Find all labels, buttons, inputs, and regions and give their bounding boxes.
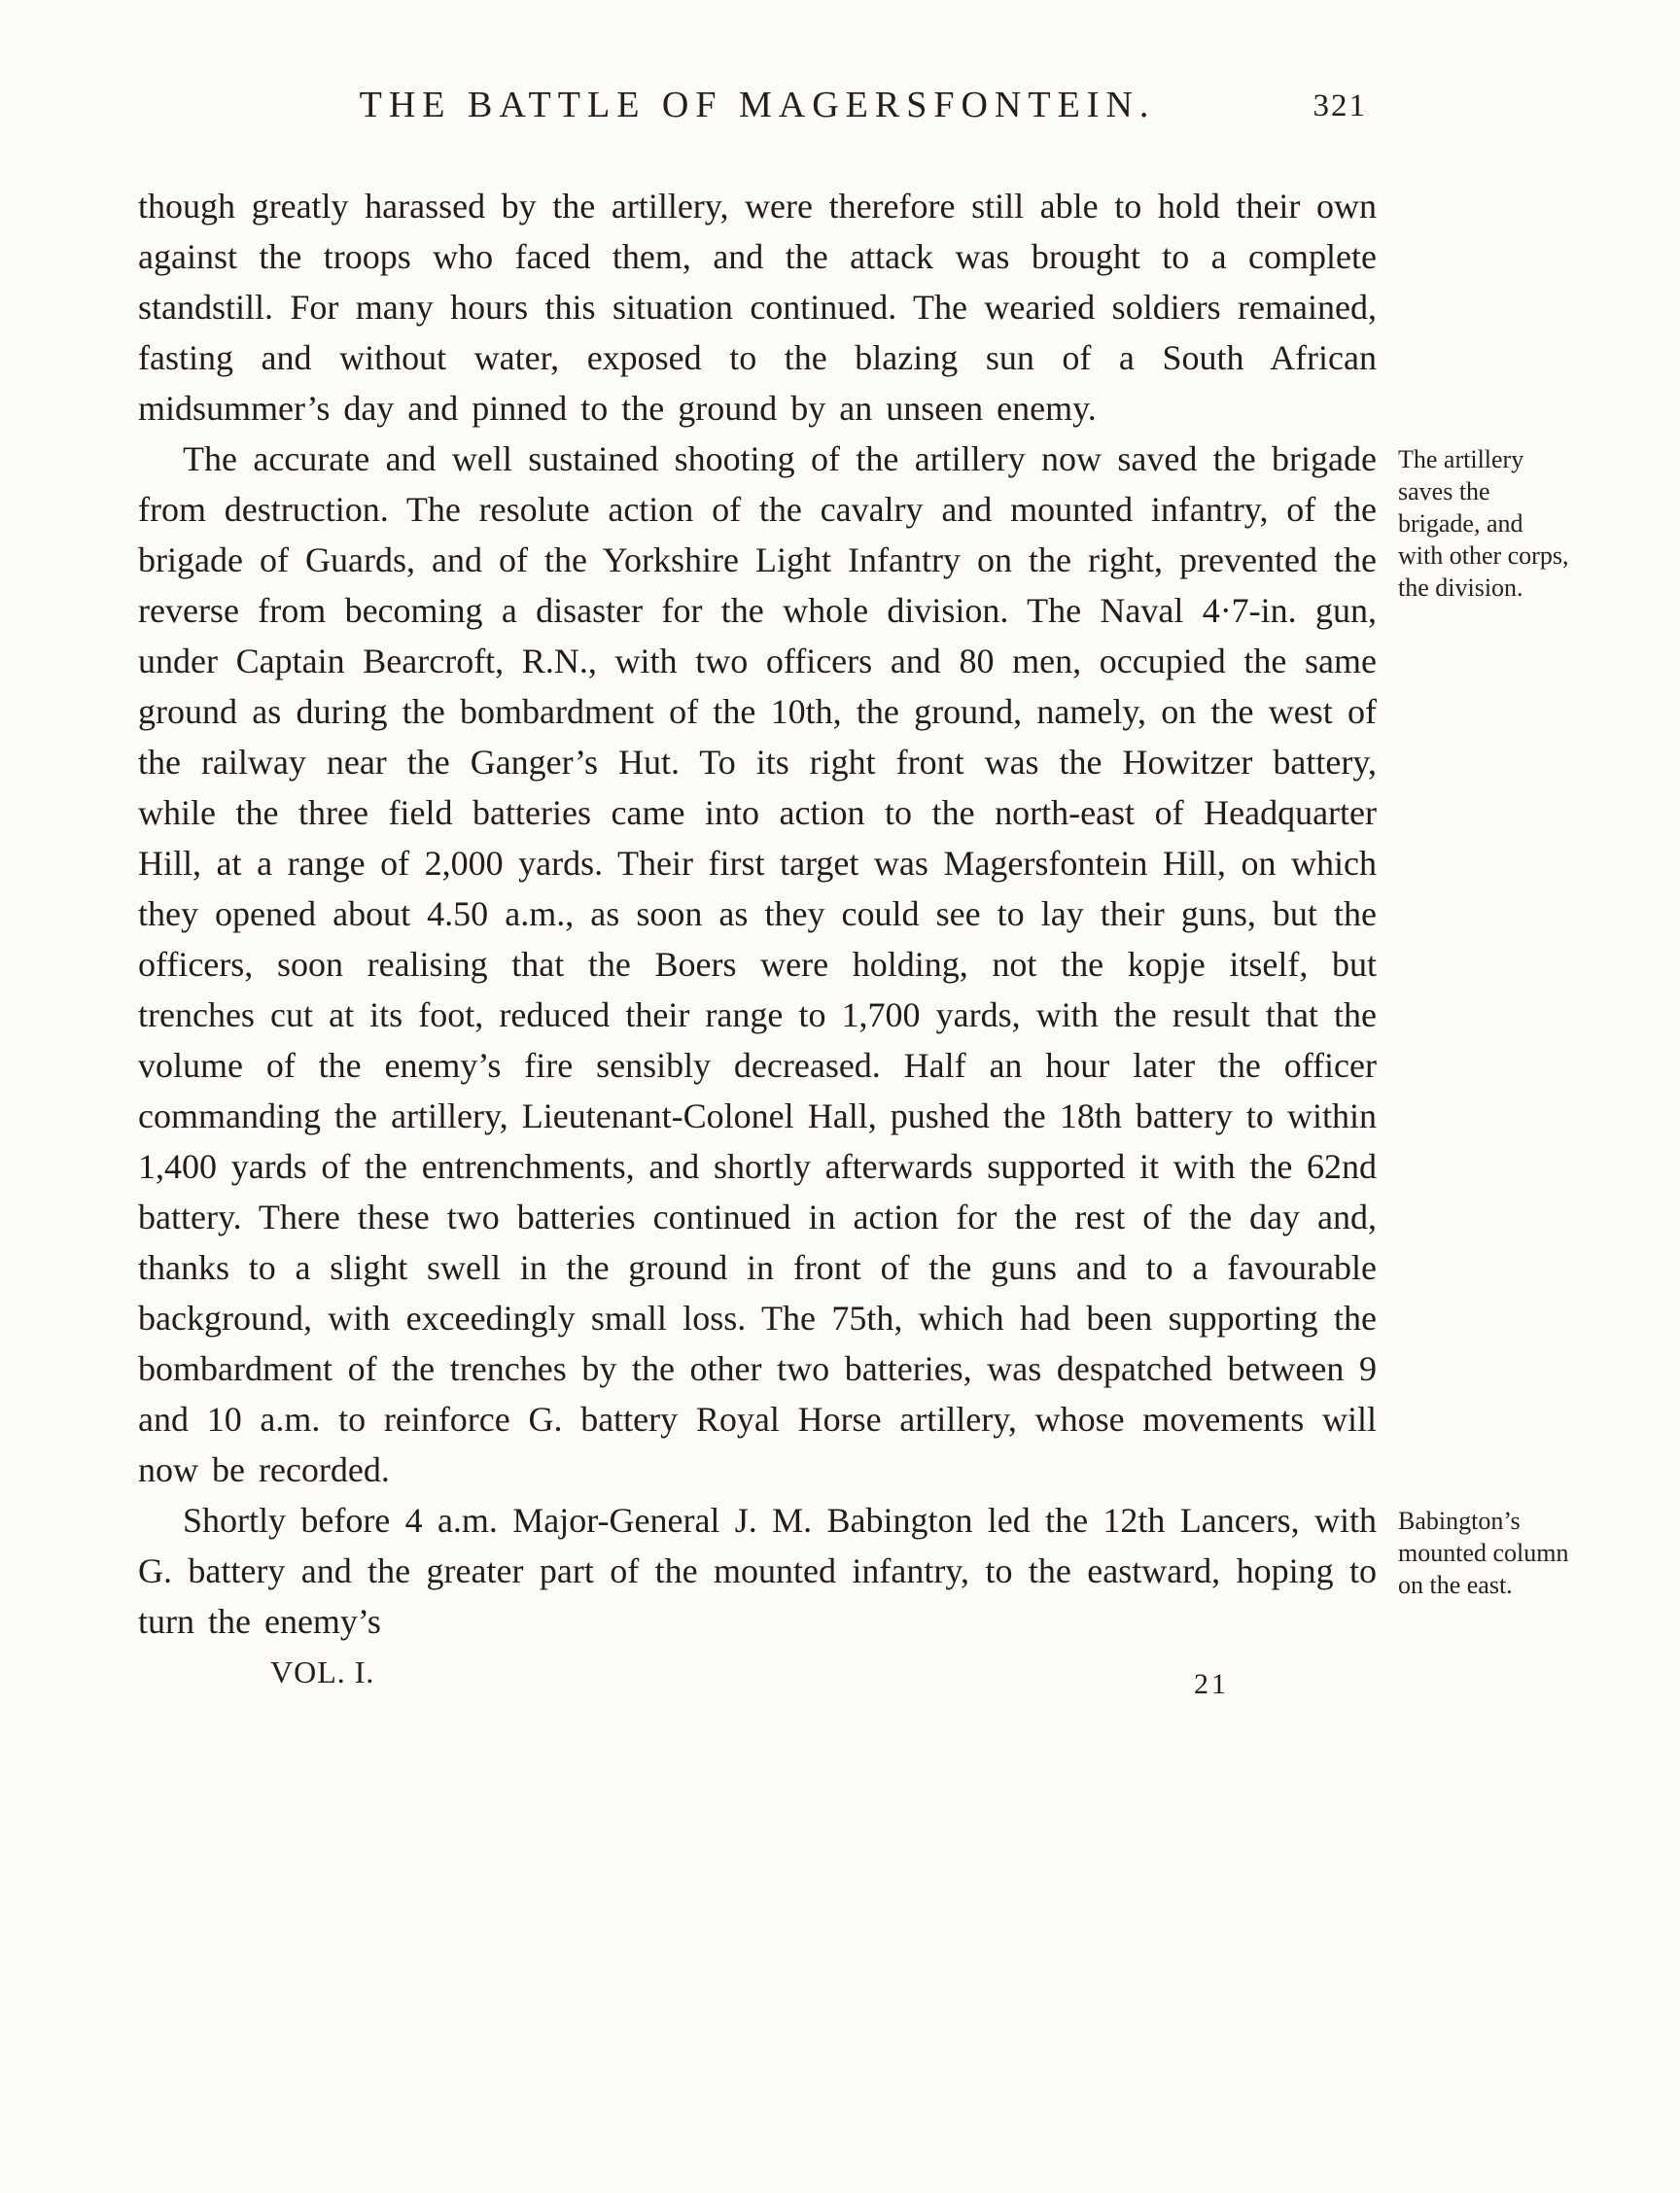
- signature-mark: 21: [1194, 1668, 1229, 1700]
- page-body: [138, 181, 1573, 1647]
- running-title: THE BATTLE OF MAGERSFONTEIN.: [359, 85, 1156, 125]
- volume-label: VOL. I.: [270, 1654, 375, 1689]
- paragraph-artillery: The accurate and well sustained shooting of the artillery now saved the brigade from destruction. The resolute action of the cavalry and mounted infantry, of the brigade of Guards, and of the Yorkshire Light Infantry on the right, prevented the reverse from becoming a disaster for the whole division. The Naval 4·7-in. gun, under Captain Bearcroft, R.N., with two officers and 80 men, occupied the same ground as during the bombardment of the 10th, the ground, namely, on the west of the railway near the Ganger’s Hut. To its right front was the Howitzer battery, while the three field batteries came into action to the north-east of Headquarter Hill, at a range of 2,000 yards. Their first target was Magersfontein Hill, on which they opened about 4.50 a.m., as soon as they could see to lay their guns, but the officers, soon realising that the Boers were holding, not the kopje itself, but trenches cut at its foot, reduced their range to 1,700 yards, with the result that the volume of the enemy’s fire sensibly decreased. Half an hour later the officer commanding the artillery, Lieutenant-Colonel Hall, pushed the 18th battery to within 1,400 yards of the entrenchments, and shortly afterwards supported it with the 62nd battery. There these two batteries continued in action for the rest of the day and, thanks to a slight swell in the ground in front of the guns and to a favourable background, with exceedingly small loss. The 75th, which had been supporting the bombardment of the trenches by the other two batteries, was despatched between 9 and 10 a.m. to reinforce G. battery Royal Horse artillery, whose movements will now be recorded.: [138, 439, 1377, 1489]
- paragraph-block: [138, 434, 1573, 1495]
- paragraph-continuation: though greatly harassed by the artillery, were therefore still able to hold their own against the troops who faced them, and the attack was brought to a complete standstill. For many hours this situation continued. The wearied soldiers remained, fasting and without water, exposed to the blazing sun of a South African midsummer’s day and pinned to the ground by an unseen enemy.: [138, 187, 1377, 428]
- paragraph-block: [138, 1495, 1573, 1647]
- page-header: [138, 84, 1377, 140]
- paragraph-babington: Shortly before 4 a.m. Major-General J. M. Babington led the 12th Lancers, with G. battery and the greater part of the mounted infantry, to the eastward, hoping to turn the enemy’s: [138, 1501, 1377, 1641]
- margin-note-empty: [1398, 181, 1571, 191]
- margin-note-artillery: The artillery saves the brigade, and with other corps, the division.: [1398, 445, 1569, 602]
- margin-note-babington: Babington’s mounted column on the east.: [1398, 1507, 1569, 1599]
- page-footer: [138, 1653, 1377, 1721]
- page-number: 321: [1312, 88, 1367, 123]
- paragraph-block: [138, 181, 1573, 434]
